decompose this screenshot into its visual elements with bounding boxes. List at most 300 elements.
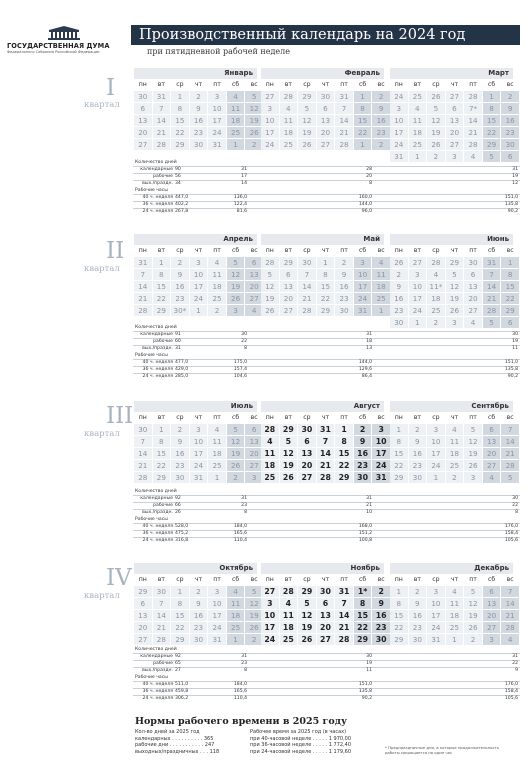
day-cell: 28 bbox=[501, 622, 520, 634]
quarter-2-stats bbox=[133, 324, 520, 380]
month-3-value: 30 bbox=[512, 332, 518, 337]
day-cell: 6 bbox=[501, 151, 520, 163]
day-cell: 23 bbox=[372, 127, 391, 139]
day-cell: 25 bbox=[408, 91, 427, 103]
month-name: Апрель bbox=[134, 234, 257, 245]
stats-row-label: 40 ч. неделя bbox=[142, 360, 173, 365]
day-cell: 10 bbox=[189, 436, 208, 448]
day-cell: 2 bbox=[501, 91, 520, 103]
day-cell: 27 bbox=[316, 139, 335, 151]
day-cell: 2 bbox=[171, 257, 190, 269]
day-cell: 15 bbox=[482, 115, 501, 127]
day-cell: 7 bbox=[152, 598, 171, 610]
weekday-header-row bbox=[134, 574, 263, 586]
day-cell: 28 bbox=[464, 139, 483, 151]
day-cell: 17 bbox=[427, 610, 446, 622]
weekday-label: вт bbox=[279, 412, 298, 424]
month-name: Сентябрь bbox=[390, 401, 513, 412]
day-cell: 2 bbox=[372, 91, 391, 103]
stats-section-title: Рабочие часы bbox=[135, 353, 168, 358]
weekday-label: вс bbox=[501, 574, 520, 586]
stats-section-title: Количество дней bbox=[135, 647, 177, 652]
month-3-value: 176,0 bbox=[504, 524, 518, 529]
day-cell: 8 bbox=[335, 436, 354, 448]
stats-row bbox=[133, 345, 520, 352]
day-cell: 16 bbox=[408, 610, 427, 622]
day-cell: 20 bbox=[279, 293, 298, 305]
month-calendar-table bbox=[134, 574, 264, 646]
day-cell: 29 bbox=[482, 139, 501, 151]
weekday-label: вт bbox=[279, 574, 298, 586]
day-cell: 30 bbox=[372, 634, 391, 646]
day-cell: 5 bbox=[464, 586, 483, 598]
stats-row bbox=[133, 537, 520, 544]
quarter-total: 92 bbox=[175, 496, 181, 501]
month-1-value: 184,0 bbox=[233, 682, 247, 687]
weekday-label: ср bbox=[171, 245, 190, 257]
day-cell: 28 bbox=[152, 634, 171, 646]
stats-row-label: вых./праздн. bbox=[142, 510, 173, 515]
weekday-label: чт bbox=[189, 412, 208, 424]
day-cell: 16 bbox=[390, 293, 408, 305]
month-1-value: 14 bbox=[241, 181, 247, 186]
day-cell: 13 bbox=[464, 281, 483, 293]
day-cell: 1 bbox=[171, 586, 190, 598]
weekday-label: сб bbox=[482, 245, 501, 257]
day-cell: 20 bbox=[482, 610, 501, 622]
weekday-label: пт bbox=[208, 412, 227, 424]
duma-logo bbox=[7, 25, 120, 54]
quarter-total: 27 bbox=[175, 668, 181, 673]
day-cell: 3 bbox=[353, 257, 372, 269]
week-row bbox=[261, 586, 390, 598]
week-row bbox=[390, 460, 519, 472]
weekday-header-row bbox=[134, 79, 263, 91]
month-2-value: 10 bbox=[366, 510, 372, 515]
day-cell: 22 bbox=[171, 127, 190, 139]
day-cell: 12 bbox=[261, 281, 279, 293]
weekday-label: вт bbox=[152, 412, 171, 424]
day-cell: 25 bbox=[226, 127, 245, 139]
quarter-total: 26 bbox=[175, 510, 181, 515]
day-cell: 19 bbox=[226, 448, 245, 460]
day-cell: 5 bbox=[298, 598, 317, 610]
day-cell: 19 bbox=[245, 115, 264, 127]
day-cell: 22 bbox=[482, 127, 501, 139]
week-row bbox=[134, 293, 263, 305]
month-8 bbox=[261, 401, 387, 484]
day-cell: 3 bbox=[261, 103, 279, 115]
month-2-value: 31 bbox=[366, 332, 372, 337]
day-cell: 21 bbox=[482, 293, 501, 305]
day-cell: 29 bbox=[353, 634, 372, 646]
weekday-label: пн bbox=[390, 79, 408, 91]
weekday-label: вс bbox=[372, 79, 391, 91]
day-cell: 27 bbox=[482, 460, 501, 472]
day-cell: 22 bbox=[501, 293, 520, 305]
day-cell: 28 bbox=[482, 305, 501, 317]
day-cell: 11 bbox=[208, 436, 227, 448]
weekday-label: вс bbox=[372, 245, 391, 257]
page-subtitle: при пятидневной рабочей неделе bbox=[147, 47, 290, 56]
day-cell: 30 bbox=[298, 424, 317, 436]
month-2-value: 160,0 bbox=[358, 195, 372, 200]
day-cell: 3 bbox=[226, 305, 245, 317]
day-cell: 17 bbox=[427, 448, 446, 460]
day-cell: 17 bbox=[353, 281, 372, 293]
day-cell: 9 bbox=[408, 436, 427, 448]
weekday-label: пн bbox=[390, 574, 408, 586]
month-1-value: 110,4 bbox=[233, 696, 247, 701]
day-cell: 8 bbox=[171, 103, 190, 115]
day-cell: 31 bbox=[335, 586, 354, 598]
day-cell: 6 bbox=[134, 103, 152, 115]
week-row bbox=[390, 139, 519, 151]
day-cell: 21 bbox=[501, 448, 520, 460]
day-cell: 21 bbox=[134, 460, 152, 472]
stats-row bbox=[133, 173, 520, 180]
weekday-label: ср bbox=[427, 245, 446, 257]
day-cell: 16 bbox=[372, 610, 391, 622]
day-cell: 11 bbox=[445, 598, 464, 610]
week-row bbox=[390, 448, 519, 460]
stats-row-label: 24 ч. неделя bbox=[142, 209, 173, 214]
day-cell: 29 bbox=[171, 139, 190, 151]
day-cell: 1 bbox=[189, 305, 208, 317]
day-cell: 3 bbox=[390, 103, 408, 115]
day-cell: 13 bbox=[316, 115, 335, 127]
month-1-value: 184,0 bbox=[233, 524, 247, 529]
stats-row bbox=[133, 667, 520, 674]
day-cell: 16 bbox=[171, 448, 190, 460]
day-cell: 4 bbox=[501, 634, 520, 646]
stats-row bbox=[133, 359, 520, 366]
day-cell: 8 bbox=[152, 436, 171, 448]
month-3-value: 90,2 bbox=[507, 209, 518, 214]
day-cell: 31 bbox=[335, 91, 354, 103]
day-cell: 24 bbox=[189, 460, 208, 472]
stats-row bbox=[133, 681, 520, 688]
day-cell: 13 bbox=[482, 436, 501, 448]
weekday-label: чт bbox=[189, 245, 208, 257]
day-cell: 29 bbox=[279, 257, 298, 269]
month-name: Февраль bbox=[261, 68, 384, 79]
day-cell: 26 bbox=[427, 139, 446, 151]
month-2-value: 13 bbox=[366, 346, 372, 351]
month-3-value: 30 bbox=[512, 496, 518, 501]
day-cell: 27 bbox=[279, 305, 298, 317]
day-cell: 25 bbox=[445, 622, 464, 634]
day-cell: 27 bbox=[482, 622, 501, 634]
day-cell: 31 bbox=[208, 634, 227, 646]
day-cell: 14 bbox=[335, 115, 354, 127]
month-2-value: 31 bbox=[366, 496, 372, 501]
day-cell: 26 bbox=[298, 634, 317, 646]
day-cell: 5 bbox=[501, 472, 520, 484]
week-row bbox=[134, 257, 263, 269]
day-cell: 23 bbox=[501, 127, 520, 139]
day-cell: 6 bbox=[134, 598, 152, 610]
month-calendar-table bbox=[134, 245, 264, 317]
week-row bbox=[261, 281, 390, 293]
day-cell: 15 bbox=[335, 448, 354, 460]
day-cell: 8 bbox=[482, 103, 501, 115]
week-row bbox=[261, 139, 390, 151]
week-row bbox=[261, 448, 390, 460]
stats-row-label: 24 ч. неделя bbox=[142, 696, 173, 701]
day-cell: 15 bbox=[353, 610, 372, 622]
org-subtitle: Федерального Собрания Российской Федерации bbox=[7, 50, 100, 54]
weekday-label: пн bbox=[261, 79, 279, 91]
week-row bbox=[261, 634, 390, 646]
day-cell: 29 bbox=[279, 424, 298, 436]
month-1-value: 8 bbox=[244, 510, 247, 515]
day-cell: 23 bbox=[372, 622, 391, 634]
day-cell: 11 bbox=[226, 598, 245, 610]
day-cell: 1 bbox=[152, 424, 171, 436]
day-cell: 20 bbox=[134, 622, 152, 634]
day-cell: 26 bbox=[464, 622, 483, 634]
norms-hours-line: при 24-часовой неделе . . . . . 1 179,60 bbox=[250, 748, 352, 755]
week-row bbox=[390, 305, 519, 317]
day-cell: 4 bbox=[482, 472, 501, 484]
day-cell: 29 bbox=[390, 472, 408, 484]
month-3-value: 105,6 bbox=[504, 538, 518, 543]
stats-section-title: Количество дней bbox=[135, 160, 177, 165]
weekday-label: пт bbox=[335, 79, 354, 91]
stats-section-title: Рабочие часы bbox=[135, 517, 168, 522]
stats-row-label: 36 ч. неделя bbox=[142, 202, 173, 207]
day-cell: 28 bbox=[335, 139, 354, 151]
month-4 bbox=[134, 234, 257, 317]
day-cell: 2 bbox=[245, 634, 264, 646]
day-cell: 24 bbox=[390, 91, 408, 103]
month-3-value: 176,0 bbox=[504, 682, 518, 687]
day-cell: 24 bbox=[390, 139, 408, 151]
week-row bbox=[390, 91, 519, 103]
day-cell: 24 bbox=[427, 460, 446, 472]
day-cell: 13 bbox=[298, 448, 317, 460]
month-2-value: 21 bbox=[366, 503, 372, 508]
day-cell: 2 bbox=[226, 472, 245, 484]
quarter-2-label: квартал bbox=[84, 264, 120, 274]
weekday-label: пн bbox=[134, 245, 152, 257]
weekday-label: чт bbox=[189, 574, 208, 586]
day-cell: 18 bbox=[408, 127, 427, 139]
weekday-header-row bbox=[134, 245, 263, 257]
day-cell: 27 bbox=[316, 634, 335, 646]
norms-hours-column bbox=[250, 729, 351, 755]
day-cell: 20 bbox=[316, 622, 335, 634]
day-cell: 1 bbox=[482, 91, 501, 103]
day-cell: 6 bbox=[245, 424, 264, 436]
quarter-total: 92 bbox=[175, 654, 181, 659]
weekday-label: вс bbox=[501, 412, 520, 424]
day-cell: 29 bbox=[316, 305, 335, 317]
weekday-label: ср bbox=[427, 412, 446, 424]
day-cell: 24 bbox=[208, 127, 227, 139]
day-cell: 6 bbox=[464, 269, 483, 281]
day-cell: 6 bbox=[245, 257, 264, 269]
day-cell: 24 bbox=[372, 460, 391, 472]
day-cell: 4 bbox=[261, 436, 279, 448]
day-cell: 16 bbox=[501, 115, 520, 127]
day-cell: 11 bbox=[208, 269, 227, 281]
week-row bbox=[134, 269, 263, 281]
month-2-value: 8 bbox=[369, 181, 372, 186]
weekday-header-row bbox=[261, 574, 390, 586]
day-cell: 20 bbox=[245, 281, 264, 293]
quarter-1-stats bbox=[133, 159, 520, 215]
day-cell: 25 bbox=[372, 293, 391, 305]
day-cell: 3 bbox=[189, 424, 208, 436]
day-cell: 28 bbox=[335, 634, 354, 646]
day-cell: 10 bbox=[390, 115, 408, 127]
day-cell: 2 bbox=[408, 424, 427, 436]
day-cell: 12 bbox=[226, 269, 245, 281]
day-cell: 28 bbox=[279, 91, 298, 103]
page-title: Производственный календарь на 2024 год bbox=[131, 25, 520, 45]
day-cell: 3 bbox=[189, 257, 208, 269]
day-cell: 3 bbox=[464, 472, 483, 484]
day-cell: 26 bbox=[427, 91, 446, 103]
week-row bbox=[261, 269, 390, 281]
day-cell: 18 bbox=[427, 293, 446, 305]
day-cell: 25 bbox=[427, 305, 446, 317]
day-cell: 12 bbox=[427, 115, 446, 127]
month-2-value: 129,6 bbox=[358, 367, 372, 372]
day-cell: 9 bbox=[353, 436, 372, 448]
day-cell: 9 bbox=[390, 281, 408, 293]
day-cell: 2 bbox=[427, 317, 446, 329]
weekday-label: пн bbox=[261, 574, 279, 586]
month-2-value: 151,0 bbox=[358, 682, 372, 687]
week-row bbox=[134, 436, 263, 448]
month-3-value: 31 bbox=[512, 654, 518, 659]
day-cell: 29 bbox=[501, 305, 520, 317]
day-cell: 21 bbox=[464, 127, 483, 139]
day-cell: 17 bbox=[261, 127, 279, 139]
stats-row-label: календарные bbox=[140, 332, 173, 337]
month-calendar-table bbox=[134, 79, 264, 151]
day-cell: 30 bbox=[316, 91, 335, 103]
day-cell: 28 bbox=[316, 472, 335, 484]
day-cell: 6 bbox=[482, 586, 501, 598]
day-cell: 7 bbox=[134, 436, 152, 448]
day-cell: 7 bbox=[152, 103, 171, 115]
month-name: Август bbox=[261, 401, 384, 412]
day-cell: 13 bbox=[316, 610, 335, 622]
month-3-value: 31 bbox=[512, 167, 518, 172]
day-cell: 12 bbox=[298, 115, 317, 127]
month-3-value: 22 bbox=[512, 661, 518, 666]
day-cell: 27 bbox=[445, 91, 464, 103]
day-cell: 25 bbox=[208, 460, 227, 472]
day-cell: 13 bbox=[134, 115, 152, 127]
month-name: Июль bbox=[134, 401, 257, 412]
week-row bbox=[390, 281, 519, 293]
weekday-label: чт bbox=[316, 412, 335, 424]
weekday-label: сб bbox=[226, 412, 245, 424]
month-2-value: 30 bbox=[366, 654, 372, 659]
weekday-label: вт bbox=[408, 79, 427, 91]
day-cell: 13 bbox=[245, 436, 264, 448]
month-name: Май bbox=[261, 234, 384, 245]
day-cell: 30 bbox=[134, 91, 152, 103]
day-cell: 1 bbox=[335, 424, 354, 436]
month-1-value: 31 bbox=[241, 654, 247, 659]
day-cell: 2 bbox=[372, 139, 391, 151]
day-cell: 3 bbox=[372, 424, 391, 436]
day-cell: 24 bbox=[208, 622, 227, 634]
stats-row bbox=[133, 366, 520, 373]
day-cell: 5 bbox=[445, 269, 464, 281]
day-cell: 19 bbox=[279, 460, 298, 472]
day-cell: 11 bbox=[226, 103, 245, 115]
month-2-value: 96,0 bbox=[361, 209, 372, 214]
week-row bbox=[261, 598, 390, 610]
day-cell: 26 bbox=[226, 460, 245, 472]
month-1-value: 104,6 bbox=[233, 374, 247, 379]
quarter-total: 475,2 bbox=[175, 531, 189, 536]
day-cell: 4 bbox=[226, 91, 245, 103]
month-name: Ноябрь bbox=[261, 563, 384, 574]
day-cell: 15 bbox=[501, 281, 520, 293]
day-cell: 30 bbox=[298, 257, 317, 269]
day-cell: 5 bbox=[245, 91, 264, 103]
day-cell: 27 bbox=[245, 293, 264, 305]
weekday-label: сб bbox=[482, 574, 501, 586]
day-cell: 25 bbox=[279, 634, 298, 646]
day-cell: 19 bbox=[261, 293, 279, 305]
day-cell: 18 bbox=[279, 622, 298, 634]
week-row bbox=[390, 436, 519, 448]
day-cell: 14 bbox=[335, 610, 354, 622]
stats-row-label: 40 ч. неделя bbox=[142, 682, 173, 687]
day-cell: 18 bbox=[261, 460, 279, 472]
week-row bbox=[390, 598, 519, 610]
day-cell: 3 bbox=[427, 424, 446, 436]
stats-row bbox=[133, 502, 520, 509]
day-cell: 27 bbox=[134, 139, 152, 151]
month-3-value: 8 bbox=[515, 510, 518, 515]
week-row bbox=[390, 103, 519, 115]
day-cell: 5 bbox=[279, 436, 298, 448]
quarter-total: 316,8 bbox=[175, 538, 189, 543]
weekday-label: пн bbox=[134, 412, 152, 424]
quarter-total: 511,0 bbox=[175, 682, 189, 687]
stats-section-title: Рабочие часы bbox=[135, 188, 168, 193]
quarter-2-number: II bbox=[106, 238, 125, 264]
day-cell: 1 bbox=[353, 139, 372, 151]
stats-row-label: 40 ч. неделя bbox=[142, 195, 173, 200]
day-cell: 25 bbox=[208, 293, 227, 305]
day-cell: 30 bbox=[189, 139, 208, 151]
day-cell: 12 bbox=[445, 281, 464, 293]
week-row bbox=[134, 91, 263, 103]
day-cell: 29 bbox=[171, 634, 190, 646]
day-cell: 27 bbox=[445, 139, 464, 151]
weekday-label: вт bbox=[408, 245, 427, 257]
day-cell: 7 bbox=[501, 586, 520, 598]
day-cell: 19 bbox=[427, 127, 446, 139]
day-cell: 2 bbox=[189, 91, 208, 103]
quarter-total: 91 bbox=[175, 332, 181, 337]
weekday-label: сб bbox=[226, 574, 245, 586]
day-cell: 17 bbox=[408, 293, 427, 305]
stats-row-label: вых./праздн. bbox=[142, 181, 173, 186]
day-cell: 18 bbox=[445, 448, 464, 460]
